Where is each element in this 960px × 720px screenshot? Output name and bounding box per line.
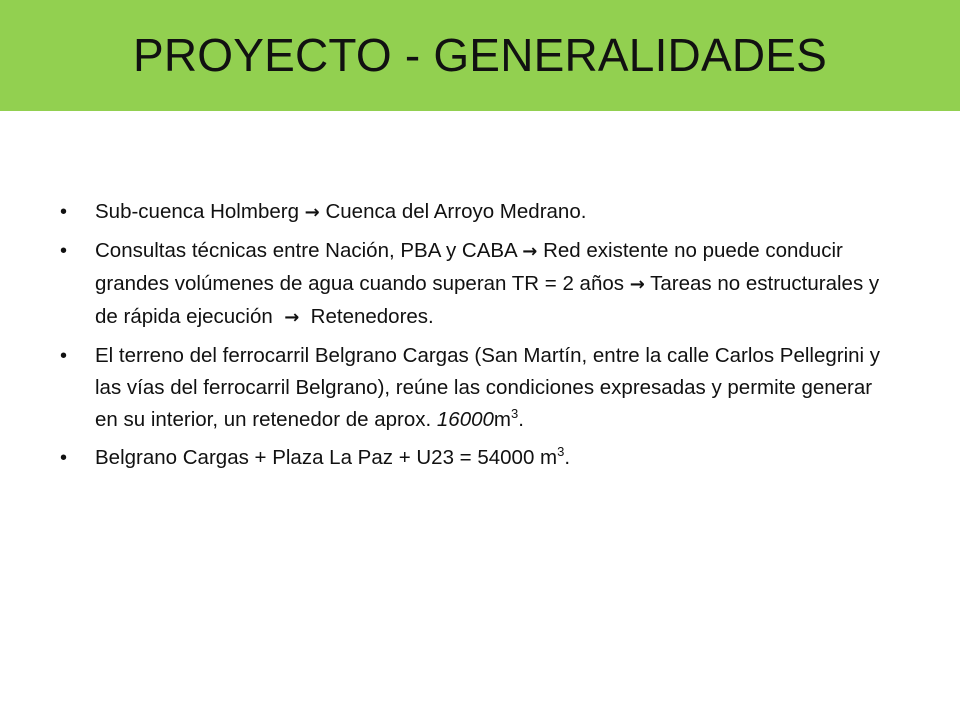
unit-exponent: 3: [557, 444, 565, 460]
volume-value: 16000: [436, 408, 494, 431]
bullet-dot-icon: •: [60, 201, 68, 223]
bullet-text: Tareas no estructurales y de rápida ejecución: [95, 272, 885, 328]
bullet-text: Red existente no puede conducir grandes volúmenes de agua cuando superan TR = 2 años: [95, 239, 843, 295]
arrow-right-icon: →: [284, 307, 300, 328]
bullet-item: [58, 235, 888, 334]
bullet-dot-icon: •: [60, 240, 68, 262]
arrow-right-icon: →: [304, 202, 320, 223]
bullet-item: [58, 340, 888, 436]
slide-title: PROYECTO - GENERALIDADES: [132, 29, 828, 81]
slide-body: [58, 196, 888, 480]
arrow-right-icon: →: [629, 274, 645, 295]
arrow-right-icon: →: [522, 241, 538, 262]
bullet-text: .: [564, 446, 571, 469]
bullet-dot-icon: •: [60, 447, 68, 469]
bullet-list: [58, 196, 888, 474]
bullet-text: Belgrano Cargas + Plaza La Paz + U23 = 54000 m: [95, 446, 558, 469]
title-bar: [0, 0, 960, 111]
unit-exponent: 3: [510, 406, 519, 422]
bullet-text: Retenedores.: [299, 305, 434, 328]
bullet-dot-icon: •: [60, 345, 68, 367]
bullet-text: El terreno del ferrocarril Belgrano Cargas (San Martín, entre la calle Carlos Pellegrini y las vías del ferrocarril Belgrano), reúne las condiciones expresadas y permite generar en su interior, un retenedor de aprox.: [95, 344, 881, 431]
bullet-item: [58, 196, 888, 229]
bullet-text: Consultas técnicas entre Nación, PBA y CABA: [95, 239, 523, 262]
bullet-item: [58, 442, 888, 474]
bullet-text: .: [518, 408, 524, 431]
volume-unit: m: [493, 408, 511, 431]
bullet-text: Cuenca del Arroyo Medrano.: [319, 200, 587, 223]
bullet-text: Sub-cuenca Holmberg: [95, 200, 305, 223]
